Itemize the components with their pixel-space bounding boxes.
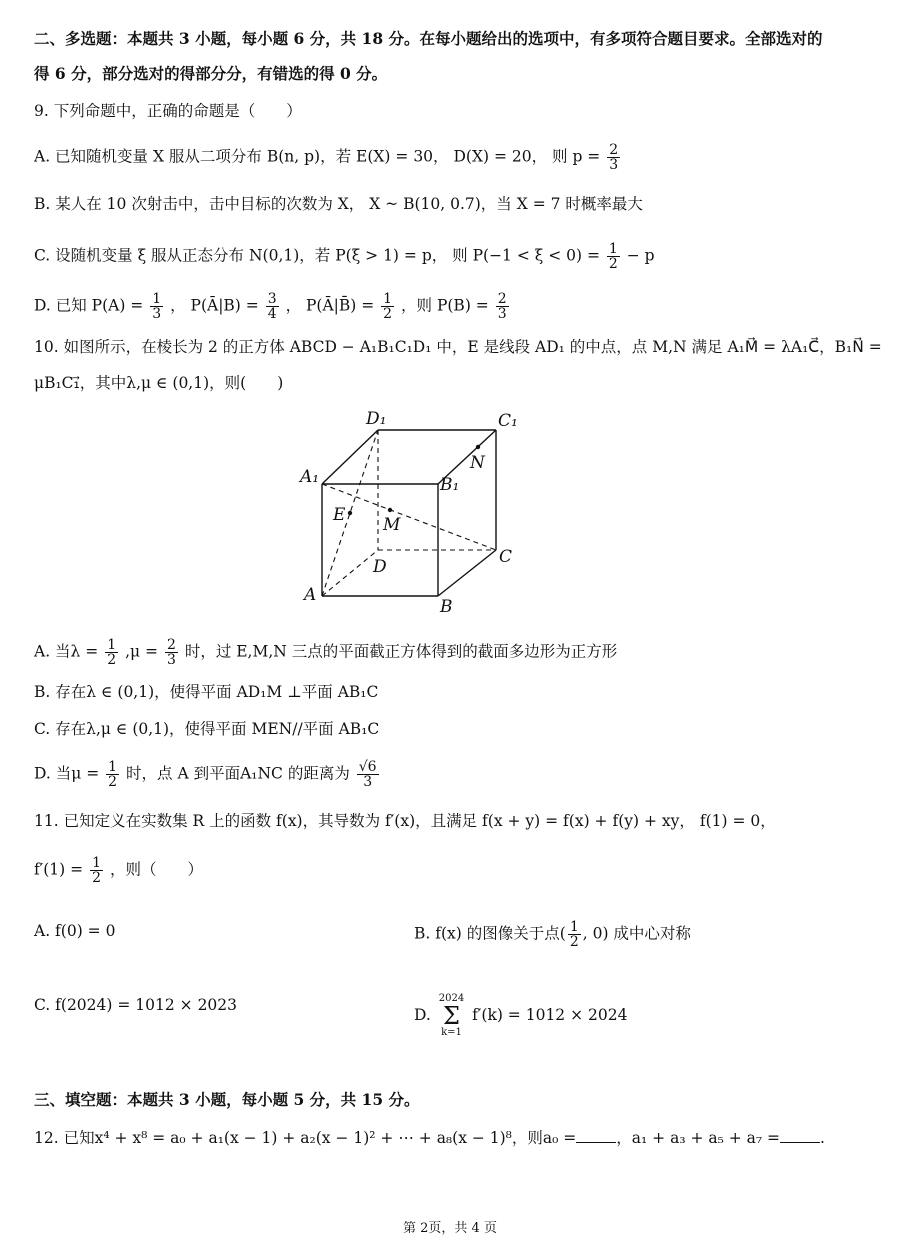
edge-ad-hidden [322,550,378,596]
q10-option-d: D. 当μ = $\frac{1}{2}$ 时，点 A 到平面A₁NC 的距离为 $\frac{√6}{3}$ [34,759,377,790]
q10-option-c: C. 存在λ,μ ∈ (0,1)，使得平面 MEN//平面 AB₁C [34,720,380,738]
q9-option-d: D. 已知 P(A) = $\frac{1}{3}$ ， P(Ā|B) = $\frac{3}{4}$ ， P(Ā|B̄) = $\frac{1}{2}$ ，则 P(B) = $\frac{2}{3}$ [34,291,507,322]
q12-stem: 12. 已知x⁴ + x⁸ = a₀ + a₁(x − 1) + a₂(x − 1)² + ⋯ + a₈(x − 1)⁸，则a₀ = ，a₁ + a₃ + a₅ + a₇ = . [34,1129,825,1147]
label-b: B [440,597,453,617]
point-m [388,508,392,512]
q11-option-c: C. f(2024) = 1012 × 2023 [34,996,238,1014]
cube-diagram [290,400,530,620]
cube-svg [290,400,530,620]
label-c1: C₁ [498,411,518,431]
fraction: $\frac{2}{3}$ [609,142,619,173]
q9-option-c: C. 设随机变量 ξ 服从正态分布 N(0,1)，若 P(ξ > 1) = p， 则 P(−1 < ξ < 0) = $\frac{1}{2}$ − p [34,241,655,272]
q11-option-d: D. 2024 Σ k=1 f′(k) = 1012 × 2024 [414,993,628,1038]
answer-blank-1 [576,1128,616,1143]
label-c: C [499,547,513,567]
label-d1: D₁ [366,409,387,429]
q9-stem: 9. 下列命题中，正确的命题是（ ） [34,102,302,120]
q10-stem-line2: μB₁C₁⃗，其中λ,μ ∈ (0,1)，则( ) [34,374,284,392]
section2-heading-line1: 二、多选题：本题共 3 小题，每小题 6 分，共 18 分。在每小题给出的选项中，有多项符合题目要求。全部选对的 [34,29,823,48]
q11-options-row2 [34,993,880,1038]
q11-options-row1 [34,919,880,950]
q9-option-a: A. 已知随机变量 X 服从二项分布 B(n, p)，若 E(X) = 30， D(X) = 20， 则 p = $\frac{2}{3}$ [34,142,619,173]
edge-bc [438,550,496,596]
label-n: N [470,453,485,473]
q10-stem-line1: 10. 如图所示，在棱长为 2 的正方体 ABCD − A₁B₁C₁D₁ 中，E 是线段 AD₁ 的中点，点 M,N 满足 A₁M⃗ = λA₁C⃗，B₁N⃗ = [34,338,882,356]
label-b1: B₁ [440,475,460,495]
page-footer: 第 2页，共 4 页 [403,1221,497,1236]
q9-option-b: B. 某人在 10 次射击中，击中目标的次数为 X， X ~ B(10, 0.7)，当 X = 7 时概率最大 [34,195,643,213]
q11-stem-line2: f′(1) = $\frac{1}{2}$ ，则（ ） [34,855,203,886]
fraction: $\frac{1}{2}$ [608,241,618,272]
section3-heading: 三、填空题：本题共 3 小题，每小题 5 分，共 15 分。 [34,1090,420,1109]
point-n [476,445,480,449]
q11-option-a: A. f(0) = 0 [34,922,116,940]
point-e [348,511,352,515]
label-d: D [373,557,387,577]
label-a1: A₁ [300,467,320,487]
q11-option-b: B. f(x) 的图像关于点( $\frac{1}{2}$ , 0) 成中心对称 [414,919,691,950]
edge-a1d1 [322,430,378,484]
label-e: E [333,505,346,525]
summation-symbol: 2024 Σ k=1 [438,993,465,1038]
q10-option-a: A. 当λ = $\frac{1}{2}$ ,μ = $\frac{2}{3}$ 时，过 E,M,N 三点的平面截正方体得到的截面多边形为正方形 [34,637,618,668]
q10-option-b: B. 存在λ ∈ (0,1)，使得平面 AD₁M ⊥平面 AB₁C [34,683,379,701]
q11-stem-line1: 11. 已知定义在实数集 R 上的函数 f(x)，其导数为 f′(x)，且满足 f(x + y) = f(x) + f(y) + xy， f(1) = 0， [34,812,776,830]
section2-heading-line2: 得 6 分，部分选对的得部分分，有错选的得 0 分。 [34,64,388,83]
label-a: A [304,585,317,605]
label-m: M [383,515,401,535]
answer-blank-2 [780,1128,820,1143]
